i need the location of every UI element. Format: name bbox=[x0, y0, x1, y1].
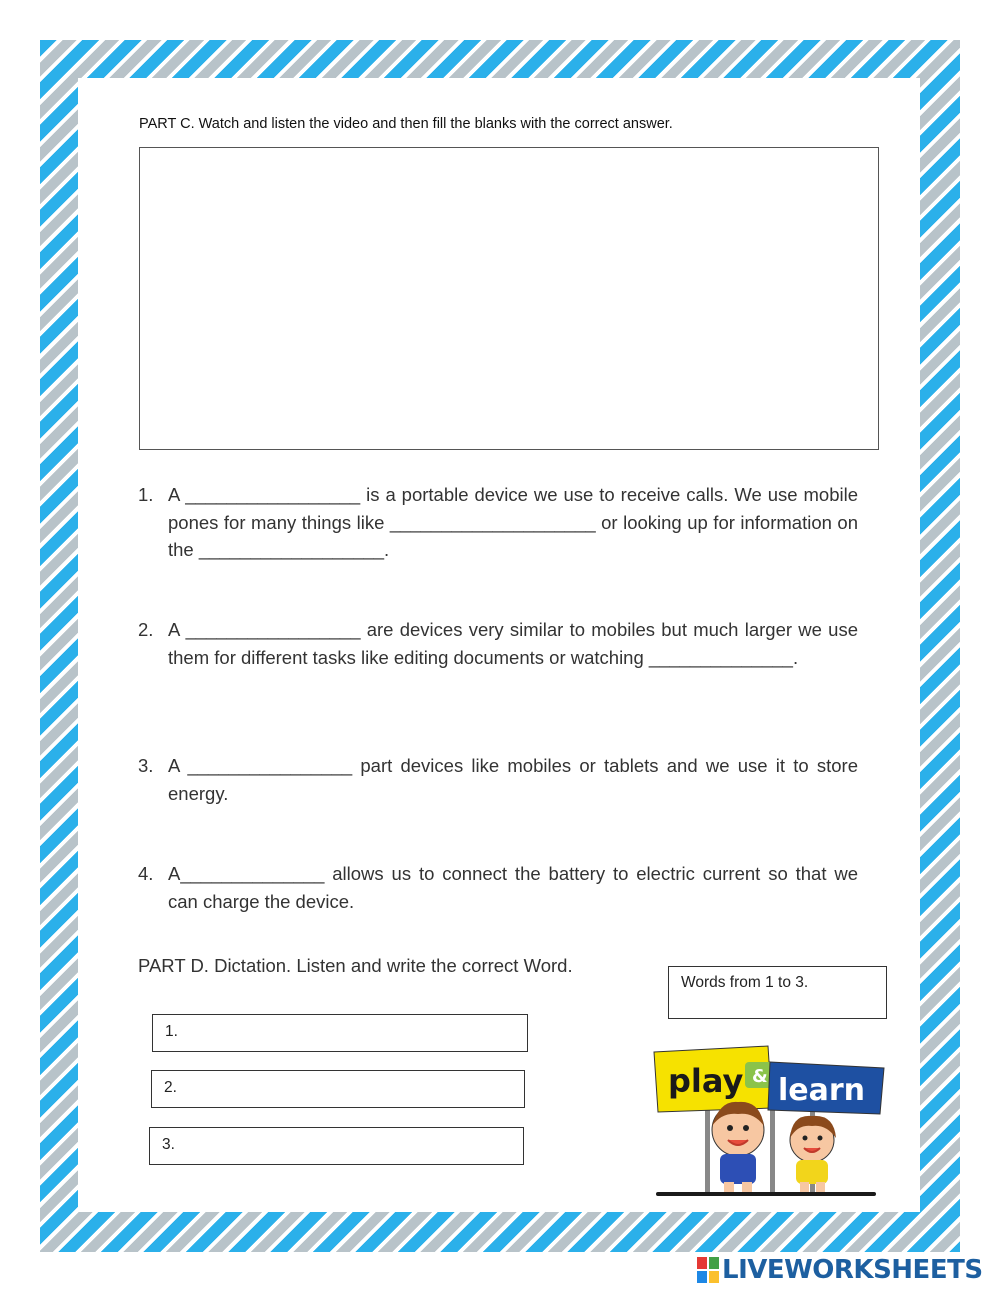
question-1 bbox=[138, 481, 858, 564]
ampersand: & bbox=[752, 1066, 768, 1087]
dictation-answer-3[interactable]: 3. bbox=[149, 1127, 524, 1165]
learn-word: learn bbox=[778, 1073, 866, 1108]
ground-line bbox=[656, 1192, 876, 1196]
girl-eye bbox=[818, 1136, 823, 1141]
question-number: 1. bbox=[138, 484, 154, 505]
boy-eye bbox=[743, 1125, 749, 1131]
liveworksheets-logo-icon bbox=[697, 1257, 719, 1283]
girl-shirt bbox=[796, 1160, 828, 1184]
question-number: 3. bbox=[138, 755, 154, 776]
part-c-instructions: PART C. Watch and listen the video and then fill the blanks with the correct answer. bbox=[139, 116, 673, 132]
girl-eye bbox=[803, 1136, 808, 1141]
question-text: A______________ allows us to connect the battery to electric current so that we can charge the device. bbox=[168, 863, 858, 912]
play-word: play bbox=[668, 1062, 744, 1100]
question-4 bbox=[138, 860, 858, 915]
question-number: 4. bbox=[138, 863, 154, 884]
sign-pole bbox=[705, 1100, 710, 1195]
sign-pole bbox=[770, 1100, 775, 1195]
word-range-note: Words from 1 to 3. bbox=[668, 966, 887, 1019]
video-placeholder[interactable] bbox=[139, 147, 879, 450]
dictation-answer-2[interactable]: 2. bbox=[151, 1070, 525, 1108]
part-d-instructions: PART D. Dictation. Listen and write the correct Word. bbox=[138, 955, 573, 976]
question-text: A _________________ is a portable device we use to receive calls. We use mobile pones for many things like ____________________ or looking up for information on the __________________. bbox=[168, 484, 858, 560]
liveworksheets-brand bbox=[697, 1253, 983, 1287]
question-2 bbox=[138, 616, 858, 671]
question-text: A _________________ are devices very similar to mobiles but much larger we use them for different tasks like editing documents or watching ______________. bbox=[168, 619, 858, 668]
boy-shirt bbox=[720, 1154, 756, 1184]
dictation-answer-1[interactable]: 1. bbox=[152, 1014, 528, 1052]
boy-eye bbox=[727, 1125, 733, 1131]
play-and-learn-illustration bbox=[650, 1040, 890, 1200]
question-3 bbox=[138, 752, 858, 807]
brand-name: LIVEWORKSHEETS bbox=[722, 1255, 983, 1285]
question-text: A ________________ part devices like mobiles or tablets and we use it to store energy. bbox=[168, 755, 858, 804]
question-number: 2. bbox=[138, 619, 154, 640]
